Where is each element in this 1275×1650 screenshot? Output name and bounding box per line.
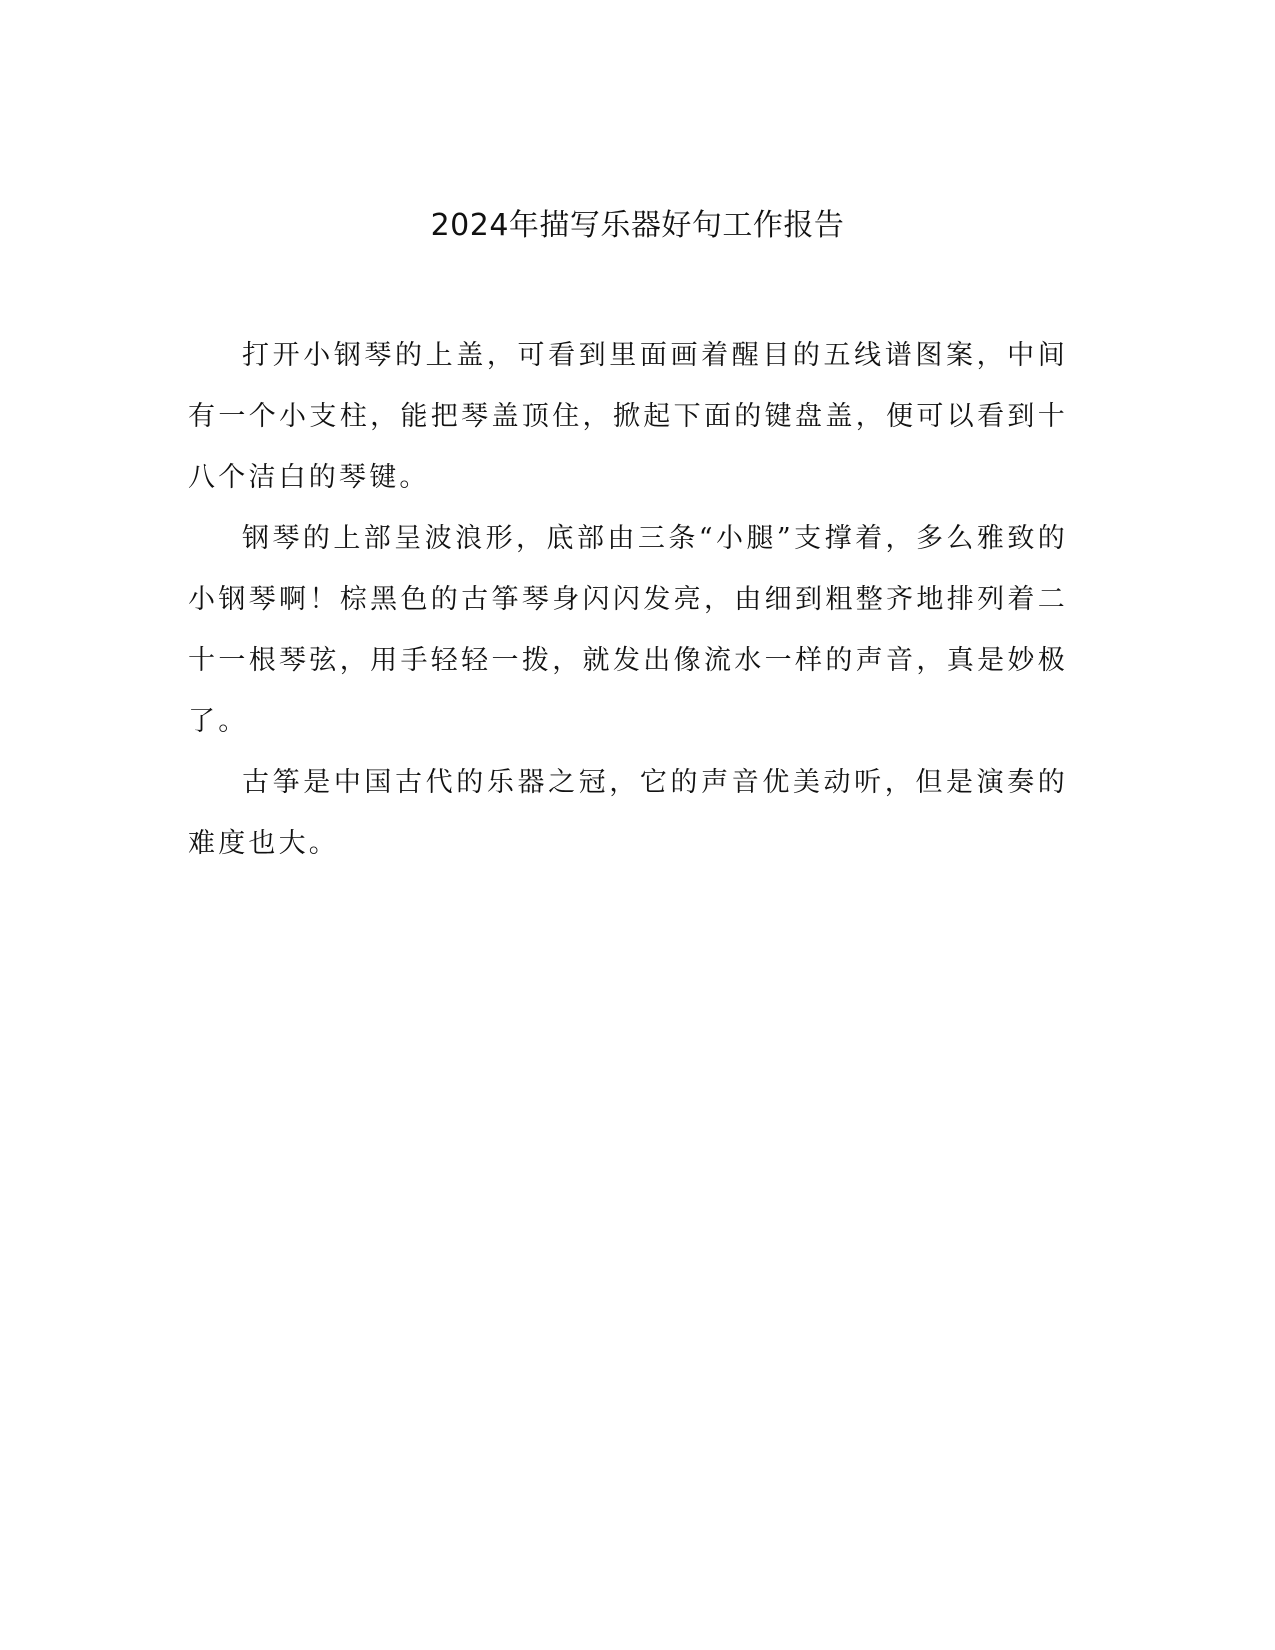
- document-title: 2024年描写乐器好句工作报告: [430, 208, 845, 243]
- paragraph-1: 打开小钢琴的上盖，可看到里面画着醒目的五线谱图案，中间有一个小支柱，能把琴盖顶住，掀起下面的键盘盖，便可以看到十八个洁白的琴键。: [188, 340, 1068, 493]
- document-body: [188, 325, 1068, 874]
- paragraph-2: 钢琴的上部呈波浪形，底部由三条“小腿”支撑着，多么雅致的小钢琴啊！棕黑色的古筝琴身闪闪发亮，由细到粗整齐地排列着二十一根琴弦，用手轻轻一拨，就发出像流水一样的声音，真是妙极了。: [188, 523, 1068, 737]
- paragraph-3: 古筝是中国古代的乐器之冠，它的声音优美动听，但是演奏的难度也大。: [188, 767, 1068, 859]
